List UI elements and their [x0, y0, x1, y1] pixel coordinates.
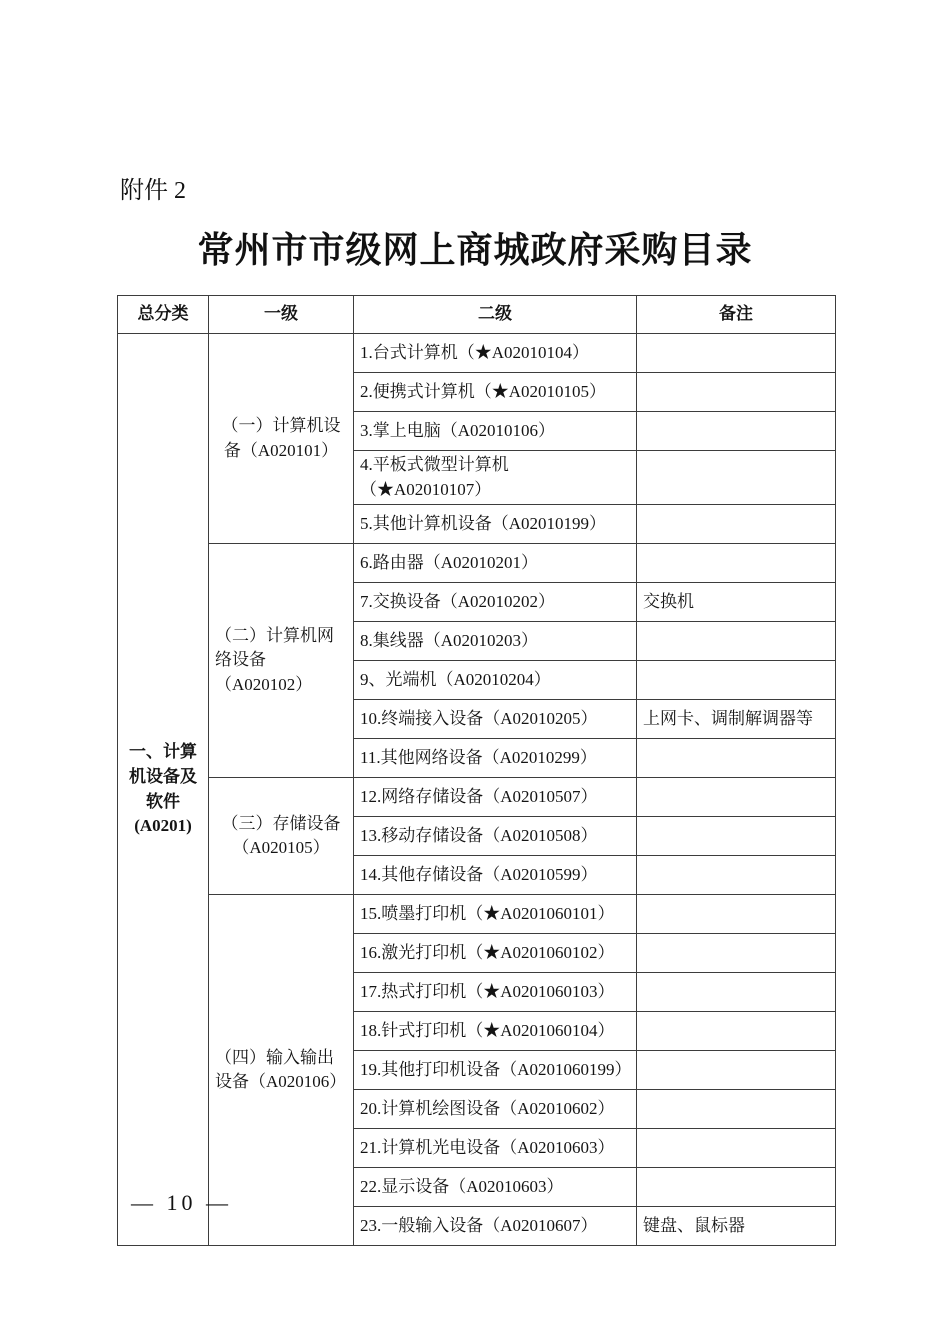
- remark-cell: [637, 895, 836, 934]
- attachment-label: 附件 2: [120, 178, 186, 204]
- page-title: 常州市市级网上商城政府采购目录: [197, 230, 753, 270]
- remark-cell: [637, 451, 836, 505]
- level2-cell: 2.便携式计算机（★A02010105）: [354, 373, 637, 412]
- table-row: [118, 895, 836, 934]
- header-general-category: 总分类: [118, 296, 209, 334]
- level2-cell: 15.喷墨打印机（★A0201060101）: [354, 895, 637, 934]
- remark-cell: [637, 661, 836, 700]
- remark-cell: [637, 934, 836, 973]
- level2-cell: 14.其他存储设备（A02010599）: [354, 856, 637, 895]
- remark-cell: [637, 1051, 836, 1090]
- level2-cell: 17.热式打印机（★A0201060103）: [354, 973, 637, 1012]
- remark-cell: [637, 412, 836, 451]
- header-level2: 二级: [354, 296, 637, 334]
- level1-cell: （一）计算机设备（A020101）: [209, 334, 354, 544]
- level2-cell: 9、光端机（A02010204）: [354, 661, 637, 700]
- remark-cell: 上网卡、调制解调器等: [637, 700, 836, 739]
- level2-cell: 7.交换设备（A02010202）: [354, 583, 637, 622]
- table-row: [118, 544, 836, 583]
- level2-cell: 21.计算机光电设备（A02010603）: [354, 1129, 637, 1168]
- level2-cell: 3.掌上电脑（A02010106）: [354, 412, 637, 451]
- level2-cell: 13.移动存储设备（A02010508）: [354, 817, 637, 856]
- level2-cell: 22.显示设备（A02010603）: [354, 1168, 637, 1207]
- procurement-catalog-table: [117, 295, 836, 1246]
- remark-cell: [637, 544, 836, 583]
- remark-cell: [637, 505, 836, 544]
- remark-cell: 键盘、鼠标器: [637, 1207, 836, 1246]
- level2-cell: 23.一般输入设备（A02010607）: [354, 1207, 637, 1246]
- level1-cell: （四）输入输出设备（A020106）: [209, 895, 354, 1246]
- level2-cell: 10.终端接入设备（A02010205）: [354, 700, 637, 739]
- header-level1: 一级: [209, 296, 354, 334]
- table-header: [118, 296, 836, 334]
- general-category-cell: 一、计算机设备及软件(A0201): [118, 334, 209, 1246]
- remark-cell: [637, 334, 836, 373]
- remark-cell: [637, 973, 836, 1012]
- level2-cell: 6.路由器（A02010201）: [354, 544, 637, 583]
- level2-cell: 8.集线器（A02010203）: [354, 622, 637, 661]
- page-number: — 10 —: [131, 1190, 232, 1215]
- header-remark: 备注: [637, 296, 836, 334]
- level2-cell: 20.计算机绘图设备（A02010602）: [354, 1090, 637, 1129]
- remark-cell: [637, 856, 836, 895]
- remark-cell: [637, 817, 836, 856]
- level1-cell: （二）计算机网络设备（A020102）: [209, 544, 354, 778]
- level2-cell: 4.平板式微型计算机（★A02010107）: [354, 451, 637, 505]
- remark-cell: [637, 739, 836, 778]
- level2-cell: 11.其他网络设备（A02010299）: [354, 739, 637, 778]
- remark-cell: [637, 1168, 836, 1207]
- level1-cell: （三）存储设备（A020105）: [209, 778, 354, 895]
- remark-cell: [637, 622, 836, 661]
- level2-cell: 18.针式打印机（★A0201060104）: [354, 1012, 637, 1051]
- level2-cell: 16.激光打印机（★A0201060102）: [354, 934, 637, 973]
- remark-cell: [637, 1090, 836, 1129]
- catalog-table-body: [118, 334, 836, 1246]
- remark-cell: [637, 1129, 836, 1168]
- remark-cell: [637, 373, 836, 412]
- remark-cell: 交换机: [637, 583, 836, 622]
- level2-cell: 12.网络存储设备（A02010507）: [354, 778, 637, 817]
- level2-cell: 19.其他打印机设备（A0201060199）: [354, 1051, 637, 1090]
- remark-cell: [637, 778, 836, 817]
- table-header-row: [118, 296, 836, 334]
- table-row: [118, 334, 836, 373]
- level2-cell: 1.台式计算机（★A02010104）: [354, 334, 637, 373]
- remark-cell: [637, 1012, 836, 1051]
- table-row: [118, 778, 836, 817]
- level2-cell: 5.其他计算机设备（A02010199）: [354, 505, 637, 544]
